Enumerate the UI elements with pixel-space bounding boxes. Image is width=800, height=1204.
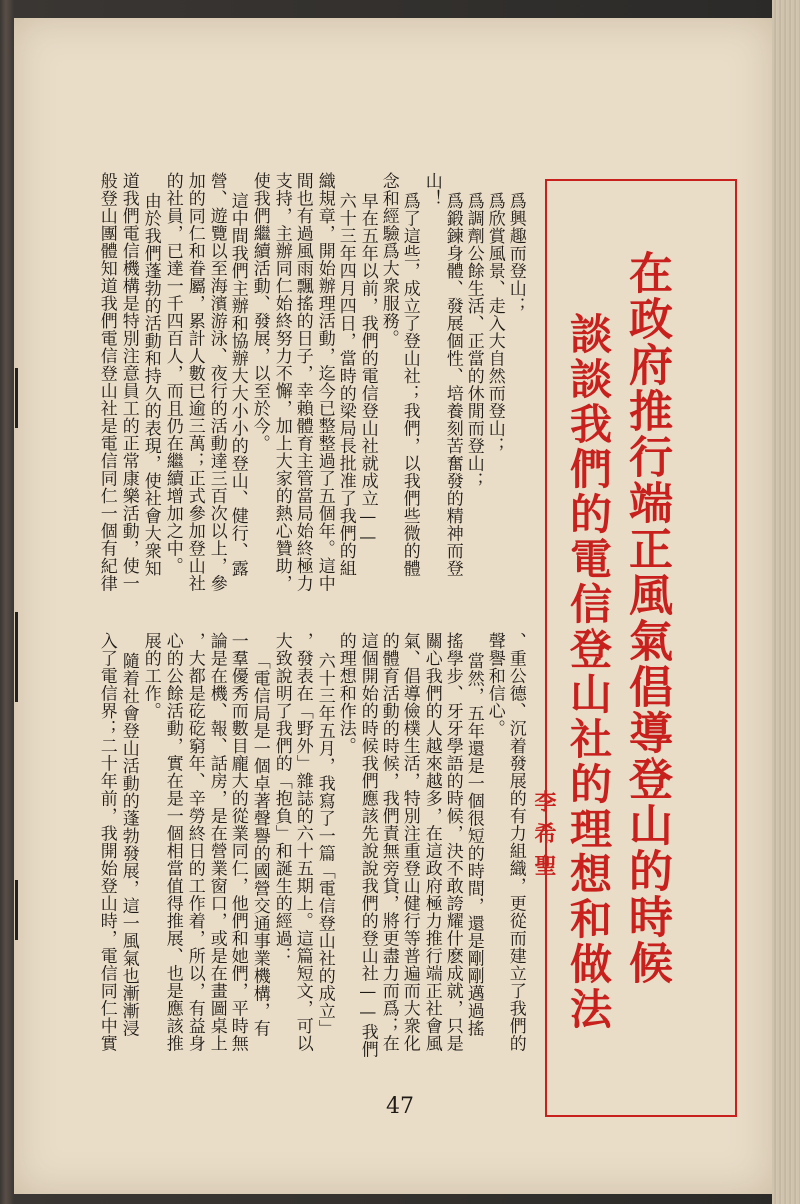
text-column: 由於我們蓬勃的活動和持久的表現，使社會大衆知	[140, 192, 161, 577]
text-column: 、重公德、沉着發展的有力組織，更從而建立了我們的	[505, 632, 526, 1052]
text-column: 加的同仁和眷屬，累計人數已逾三萬；正式參加登山社	[184, 172, 205, 592]
text-column: 這個開始的時候我們應該先說說我們的登山社——我們	[357, 632, 378, 1058]
text-column: 這中間我們主辦和協辦大大小小的登山、健行、露	[227, 192, 248, 577]
text-column: 爲欣賞風景、走入大自然而登山；	[484, 192, 505, 455]
text-column: 論是在機、報、話房，是在營業窗口，或是在畫圖桌上	[206, 632, 227, 1052]
binding-mark	[15, 880, 18, 940]
page-stack-edge	[772, 0, 800, 1204]
text-column: 一羣優秀而數目龐大的從業同仁，他們和她們，平時無	[227, 632, 248, 1052]
text-column: 心的公餘活動，實在是一個相當值得推展、也是應該推	[162, 632, 183, 1052]
author-name: 李希聖	[531, 790, 557, 886]
text-column: 般登山團體知道我們電信登山社是電信同仁一個有紀律	[96, 172, 117, 592]
text-column: 支持，主辦同仁始終努力不懈，加上大家的熱心贊助，	[271, 172, 292, 592]
binding-mark	[15, 612, 18, 702]
text-column: 聲譽和信心。	[484, 632, 505, 737]
text-column: 營、遊覽以至海濱游泳、夜行的活動達三百次以上，參	[206, 172, 227, 592]
text-column: 大致說明了我們的「抱負」和誕生的經過：	[271, 632, 292, 965]
text-column: 道我們電信機構是特別注意員工的正常康樂活動，使一	[118, 172, 139, 592]
text-column: 爲了這些，成立了登山社；我們，以我們些微的體	[399, 192, 420, 577]
text-column: 爲鍛鍊身體、發展個性、培養刻苦奮發的精神而登	[442, 192, 463, 577]
text-column: 爲興趣而登山；	[505, 192, 526, 315]
text-column: 山！	[421, 172, 442, 207]
text-column: 關心我們的人越來越多，在這政府極力推行端正社會風	[421, 632, 442, 1052]
text-column: 入了電信界；二十年前，我開始登山時，電信同仁中實	[96, 632, 117, 1052]
text-column: 的社員，已達一千四百人，而且仍在繼續增加之中。	[162, 172, 183, 575]
text-column: 的理想和作法。	[335, 632, 356, 755]
text-column: 六十三年五月，我寫了一篇「電信登山社的成立」	[314, 652, 335, 1037]
binding-mark	[15, 368, 18, 428]
text-column: 爲調劑公餘生活、正當的休閒而登山；	[463, 192, 484, 490]
title-line-2: 談談我們的電信登山社的理想和做法	[564, 312, 613, 1032]
text-column: 氣、倡導儉樸生活，特別注重登山健行等普遍而大衆化	[399, 632, 420, 1052]
text-column: ，大都是矻矻窮年、辛勞終日的工作着，所以，有益身	[184, 632, 205, 1052]
text-column: 早在五年以前，我們的電信登山社就成立——	[357, 192, 378, 548]
text-column: 的體育活動的時候，我們責無旁貸，將更盡力而爲；在	[378, 632, 399, 1052]
text-column: 搖學步、牙牙學語的時候，決不敢誇耀什麽成就，只是	[442, 632, 463, 1052]
title-line-1: 在政府推行端正風氣倡導登山的時候	[621, 250, 672, 986]
text-column: ，發表在「野外」雜誌的六十五期上。這篇短文，可以	[292, 632, 313, 1052]
text-column: 念和經驗爲大衆服務。	[378, 172, 399, 347]
text-column: 「電信局是一個卓著聲譽的國營交通事業機構，有	[249, 652, 270, 1037]
text-column: 織規章，開始辦理活動，迄今已整整過了五個年。這中	[314, 172, 335, 592]
text-column: 間也有過風雨飄搖的日子，幸賴體育主管當局始終極力	[292, 172, 313, 592]
text-column: 展的工作。	[140, 632, 161, 720]
text-column: 六十三年四月四日，當時的梁局長批准了我們的組	[335, 192, 356, 577]
page-number: 47	[386, 1094, 414, 1119]
text-column: 當然，五年還是一個很短的時間，還是剛剛邁過搖	[463, 652, 484, 1037]
text-column: 隨着社會登山活動的蓬勃發展，這一風氣也漸漸浸	[118, 652, 139, 1037]
text-column: 使我們繼續活動、發展，以至於今。	[249, 172, 270, 452]
